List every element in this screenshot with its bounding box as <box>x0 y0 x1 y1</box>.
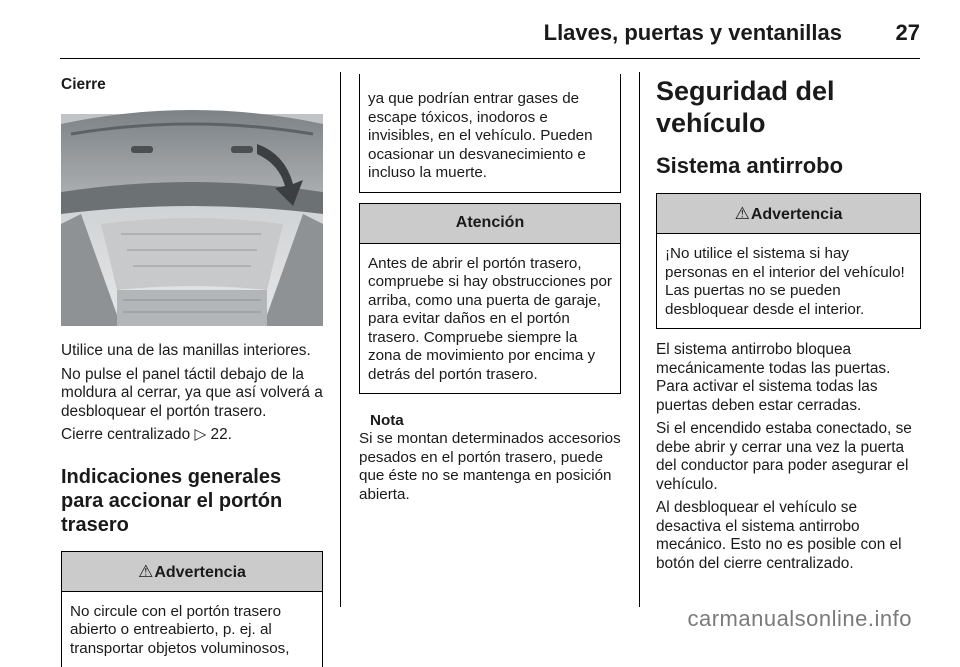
running-header-title: Llaves, puertas y ventanillas <box>544 20 842 46</box>
warning-box-title: Advertencia <box>154 564 246 581</box>
caution-box-text: Antes de abrir el portón trasero, compruebe si hay obstrucciones por arriba, como una puerta de garaje, para evitar daños en el portón trasero. Compruebe siempre la zona de movimiento por encima y detrás del portón trasero. <box>360 244 620 394</box>
warning-box-text: ¡No utilice el sistema si hay personas en el interior del vehículo! Las puertas no se pueden desbloquear desde el interior. <box>657 234 920 328</box>
warning-box <box>61 551 323 667</box>
column-divider <box>639 72 640 607</box>
caution-box <box>359 203 621 395</box>
warning-triangle-icon: ⚠ <box>138 562 153 582</box>
note-label: Nota <box>370 412 621 430</box>
column-3 <box>656 70 921 578</box>
warning-triangle-icon: ⚠ <box>735 204 750 224</box>
chapter-heading: Seguridad del vehículo <box>656 75 921 139</box>
warning-box-continued-text: ya que podrían entrar gases de escape tóxicos, inodoros e invisibles, en el vehículo. Pueden ocasionar un desvanecimiento e incluso la muerte. <box>360 74 620 192</box>
section-heading-indicaciones: Indicaciones generales para accionar el portón trasero <box>61 465 323 537</box>
section-heading-antirrobo: Sistema antirrobo <box>656 153 921 179</box>
warning-box-header <box>657 194 920 234</box>
caution-box-header: Atención <box>360 204 620 244</box>
note-text: Si se montan determinados accesorios pesados en el portón trasero, puede que éste no se mantenga en posición abierta. <box>359 430 621 504</box>
paragraph: Utilice una de las manillas interiores. <box>61 342 323 361</box>
section-heading-cierre: Cierre <box>61 76 323 94</box>
paragraph-cross-reference: Cierre centralizado ▷ 22. <box>61 426 323 445</box>
header-rule <box>60 58 920 59</box>
paragraph: Si el encendido estaba conectado, se debe abrir y cerrar una vez la puerta del conductor para poder asegurar el vehículo. <box>656 420 921 494</box>
tailgate-illustration <box>61 114 323 326</box>
warning-box-title: Advertencia <box>751 206 843 223</box>
car-tailgate-closing-photo <box>61 114 323 326</box>
paragraph: Al desbloquear el vehículo se desactiva el sistema antirrobo mecánico. Esto no es posible con el botón del cierre centralizado. <box>656 499 921 573</box>
warning-box-continued <box>359 74 621 193</box>
watermark-link[interactable]: carmanualsonline.info <box>687 606 912 632</box>
column-divider <box>340 72 341 607</box>
warning-box <box>656 193 921 329</box>
column-2 <box>359 74 621 504</box>
warning-box-header <box>62 552 322 592</box>
paragraph: No pulse el panel táctil debajo de la moldura al cerrar, ya que así volverá a desbloquear el portón trasero. <box>61 366 323 422</box>
warning-box-text: No circule con el portón trasero abierto o entreabierto, p. ej. al transportar objetos voluminosos, <box>62 592 322 667</box>
column-1 <box>61 70 323 667</box>
page-number: 27 <box>896 20 920 46</box>
paragraph: El sistema antirrobo bloquea mecánicamente todas las puertas. Para activar el sistema todas las puertas deben estar cerradas. <box>656 341 921 415</box>
